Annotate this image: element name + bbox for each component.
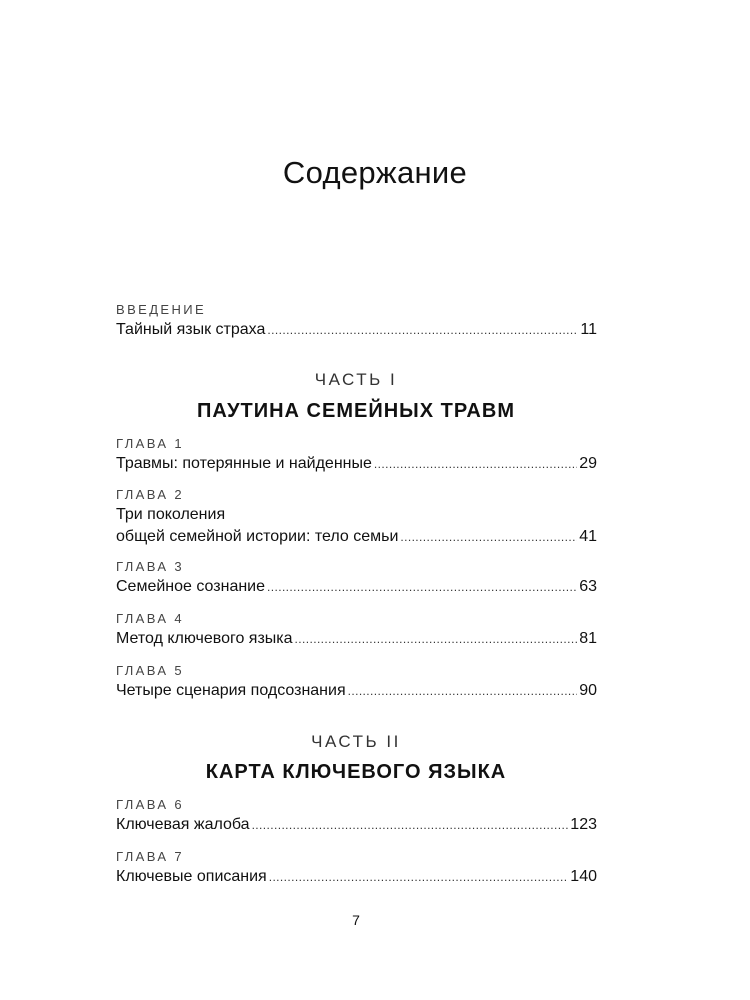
toc-entry-chapter-6[interactable] — [116, 815, 597, 835]
toc-entry-chapter-2[interactable] — [116, 527, 597, 547]
toc-entry-page: 123 — [570, 816, 597, 833]
toc-entry-page: 90 — [579, 682, 597, 699]
chapter-5-label: ГЛАВА 5 — [116, 663, 185, 678]
toc-entry-title: Тайный язык страха — [116, 321, 266, 338]
part-1-title: ПАУТИНА СЕМЕЙНЫХ ТРАВМ — [197, 400, 515, 422]
part-2-title: КАРТА КЛЮЧЕВОГО ЯЗЫКА — [205, 761, 507, 783]
part-2-label: ЧАСТЬ II — [311, 732, 401, 751]
toc-entry-title: Травмы: потерянные и найденные — [116, 455, 372, 472]
chapter-1-label: ГЛАВА 1 — [116, 436, 185, 451]
toc-entry-chapter-7[interactable] — [116, 867, 597, 887]
toc-entry-page: 81 — [579, 630, 597, 647]
dot-leader — [374, 454, 577, 474]
dot-leader — [252, 815, 569, 835]
dot-leader — [267, 577, 577, 597]
part-1-label: ЧАСТЬ I — [314, 370, 398, 389]
toc-entry-page: 140 — [570, 868, 597, 885]
page-number: 7 — [352, 912, 360, 928]
intro-label: ВВЕДЕНИЕ — [116, 302, 207, 317]
chapter-4-label: ГЛАВА 4 — [116, 611, 185, 626]
dot-leader — [295, 629, 578, 649]
toc-entry-chapter-1[interactable] — [116, 454, 597, 474]
toc-entry-chapter-3[interactable] — [116, 577, 597, 597]
toc-entry-page: 41 — [579, 528, 597, 545]
dot-leader — [267, 320, 578, 340]
toc-entry-title: Метод ключевого языка — [116, 630, 293, 647]
toc-entry-page: 63 — [579, 578, 597, 595]
chapter-2-label: ГЛАВА 2 — [116, 487, 185, 502]
dot-leader — [400, 527, 577, 547]
toc-entry-title: Ключевая жалоба — [116, 816, 250, 833]
page-title: Содержание — [282, 155, 468, 190]
toc-entry-chapter-5[interactable] — [116, 681, 597, 701]
chapter-7-label: ГЛАВА 7 — [116, 849, 185, 864]
toc-entry-intro[interactable] — [116, 320, 597, 340]
toc-entry-title: общей семейной истории: тело семьи — [116, 528, 399, 545]
dot-leader — [348, 681, 578, 701]
toc-entry-page: 11 — [580, 321, 597, 338]
toc-entry-title: Ключевые описания — [116, 868, 267, 885]
toc-entry-page: 29 — [579, 455, 597, 472]
dot-leader — [269, 867, 569, 887]
chapter-3-label: ГЛАВА 3 — [116, 559, 185, 574]
toc-entry-title: Четыре сценария подсознания — [116, 682, 346, 699]
toc-entry-chapter-2-line1[interactable]: Три поколения — [116, 506, 226, 523]
chapter-6-label: ГЛАВА 6 — [116, 797, 185, 812]
toc-entry-title: Семейное сознание — [116, 578, 266, 595]
toc-entry-chapter-4[interactable] — [116, 629, 597, 649]
